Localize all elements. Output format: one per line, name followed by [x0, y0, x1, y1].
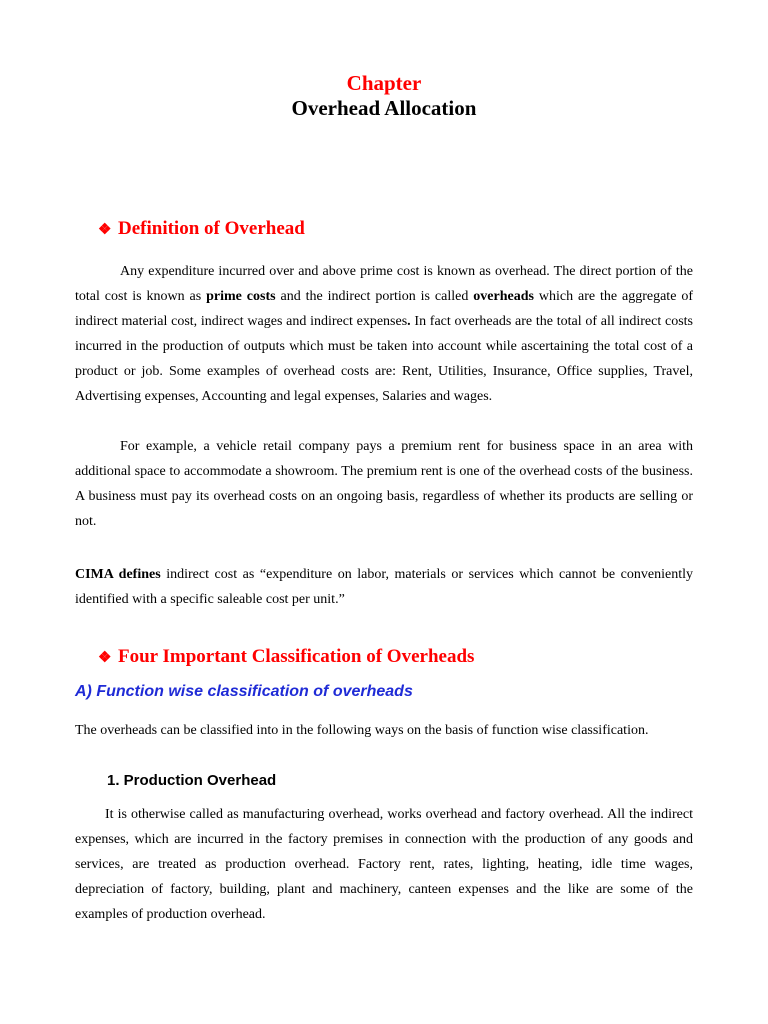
- text-run: Any expenditure incurred over and above prime cost is known as overhead. The direct portion of the total cost is known as: [75, 264, 693, 304]
- text-run: For example, a vehicle retail company pays a premium rent for business space in an area with additional space to accommodate a showroom. The premium rent is one of the overhead costs of the business. A business must pay its overhead costs on an ongoing basis, regardless of whether its products are selling or not.: [75, 439, 693, 529]
- diamond-bullet-icon: ❖: [98, 222, 112, 238]
- bold-term-cima-defines: CIMA defines: [75, 567, 161, 582]
- heading-four-classifications: [98, 645, 474, 670]
- paragraph-definition: [75, 259, 693, 409]
- heading-text: Definition of Overhead: [118, 218, 305, 239]
- text-run: and the indirect portion is called: [275, 289, 474, 304]
- paragraph-function-intro: The overheads can be classified into in the following ways on the basis of function wise classification.: [75, 723, 649, 738]
- chapter-label: Chapter: [346, 71, 422, 95]
- heading-text: Four Important Classification of Overheads: [118, 646, 475, 667]
- paragraph-production-overhead: [75, 802, 693, 927]
- text-run: indirect cost as “expenditure on labor, materials or services which cannot be conveniently identified with a specific saleable cost per unit.”: [75, 567, 693, 607]
- chapter-title: Overhead Allocation: [291, 96, 477, 120]
- bold-term-overheads: overheads: [473, 289, 534, 304]
- heading-definition-of-overhead: [98, 217, 305, 242]
- diamond-bullet-icon: ❖: [98, 650, 112, 666]
- text-run: In fact overheads are the total of all indirect costs incurred in the production of outputs which must be taken into account while ascertaining the total cost of a product or job. Some examples of overhead costs are: Rent, Utilities, Insurance, Office supplies, Travel, Advertising expenses, Accounting and legal expenses, Salaries and wages.: [75, 314, 693, 404]
- subheading-function-wise: A) Function wise classification of overheads: [75, 683, 413, 700]
- bold-period: .: [407, 314, 411, 329]
- paragraph-example: [75, 434, 693, 534]
- paragraph-cima-definition: [75, 562, 693, 612]
- bold-term-prime-costs: prime costs: [206, 289, 276, 304]
- subheading-production-overhead: 1. Production Overhead: [107, 772, 277, 789]
- text-run: It is otherwise called as manufacturing overhead, works overhead and factory overhead. All the indirect expenses, which are incurred in the factory premises in connection with the production of any goods and services, are treated as production overhead. Factory rent, rates, lighting, heating, idle time wages, depreciation of factory, building, plant and machinery, canteen expenses and the like are some of the examples of production overhead.: [75, 807, 693, 922]
- text-run: which are the aggregate of indirect material cost, indirect wages and indirect expenses: [75, 289, 693, 329]
